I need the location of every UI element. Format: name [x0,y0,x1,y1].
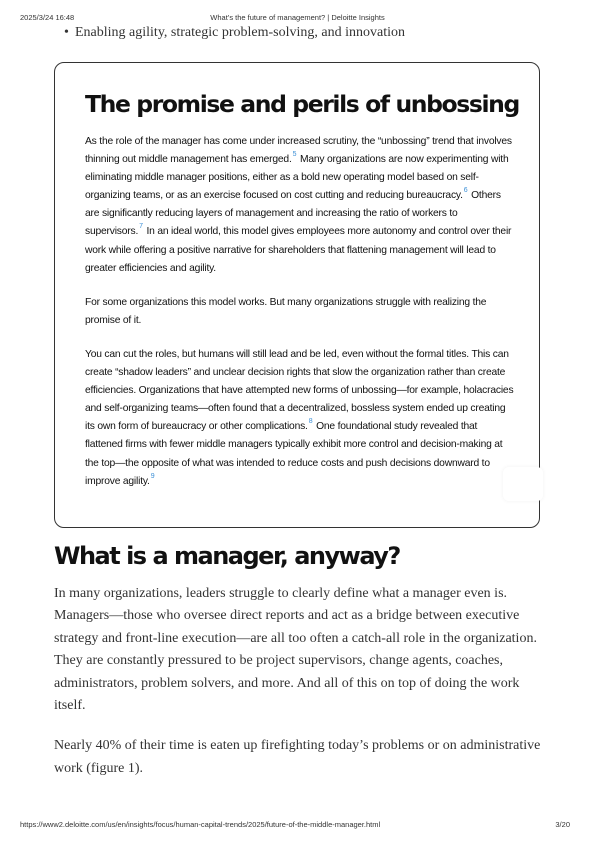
bullet-dot-icon: • [64,25,69,40]
callout-body [85,133,515,507]
callout-box [54,62,540,528]
callout-text: One foundational study revealed that flattened firms with fewer middle managers typically exhibit more control and decision-making at the top—the opposite of what was intended to reduce costs and push decisions downward to improve agility. [85,421,503,487]
print-header [0,13,595,25]
callout-text: In an ideal world, this model gives employees more autonomy and control over their work while offering a positive narrative for shareholders that flattening management will lead to greater efficiencies and agility. [85,226,512,274]
callout-text: You can cut the roles, but humans will still lead and be led, even without the formal titles. This can create “shadow leaders” and unclear decision rights that slow the organization rather than create efficiencies. Organizations that have attempted new forms of unbossing—for example, holacracies and self-organizing teams—often found that a decentralized, bossless system ended up creating its own form of bureaucracy or other complications. [85,348,514,433]
callout-text: As the role of the manager has come under increased scrutiny, the “unbossing” trend that involves thinning out middle management has emerged. [85,136,512,166]
endnote-link-6[interactable]: 6 [463,187,468,195]
print-datetime: 2025/3/24 16:48 [20,13,75,22]
print-url: https://www2.deloitte.com/us/en/insights/focus/human-capital-trends/2025/future-of-the-middle-manager.html [20,820,381,829]
callout-text: Many organizations are now experimenting with eliminating middle manager positions, either as a bold new operating model based on self-organizing teams, or as an exercise focused on cost cutting and reducing bureaucracy. [85,154,509,202]
section-paragraph-1: In many organizations, leaders struggle to clearly define what a manager even is. Managers—those who oversee direct reports and act as a bridge between executive strategy and front-line execution—are all too often a catch-all role in the organization. They are constantly pressured to be project supervisors, change agents, coaches, administrators, problem solvers, and more. And all of this on top of doing the work itself. [54,586,537,714]
endnote-link-7[interactable]: 7 [139,223,143,231]
endnote-link-8[interactable]: 8 [308,418,313,426]
section-body [54,583,544,798]
print-page-title: What’s the future of management? | Deloitte Insights [210,13,385,22]
callout-paragraph-1 [85,133,515,278]
callout-paragraph-3 [85,346,515,491]
print-page-number: 3/20 [555,820,570,829]
callout-paragraph-2: For some organizations this model works. But many organizations struggle with realizing the promise of it. [85,296,487,326]
bullet-item [64,25,405,41]
floating-button[interactable] [503,467,543,501]
callout-text: Others are significantly reducing layers of management and increasing the ratio of workers to supervisors. [85,190,501,238]
endnote-link-9[interactable]: 9 [150,472,155,480]
callout-title: The promise and perils of unbossing [85,90,519,118]
section-heading: What is a manager, anyway? [54,542,400,570]
endnote-link-5[interactable]: 5 [292,151,297,159]
bullet-text: Enabling agility, strategic problem-solving, and innovation [75,25,405,40]
section-paragraph-2: Nearly 40% of their time is eaten up firefighting today’s problems or on administrative work (figure 1). [54,738,541,776]
